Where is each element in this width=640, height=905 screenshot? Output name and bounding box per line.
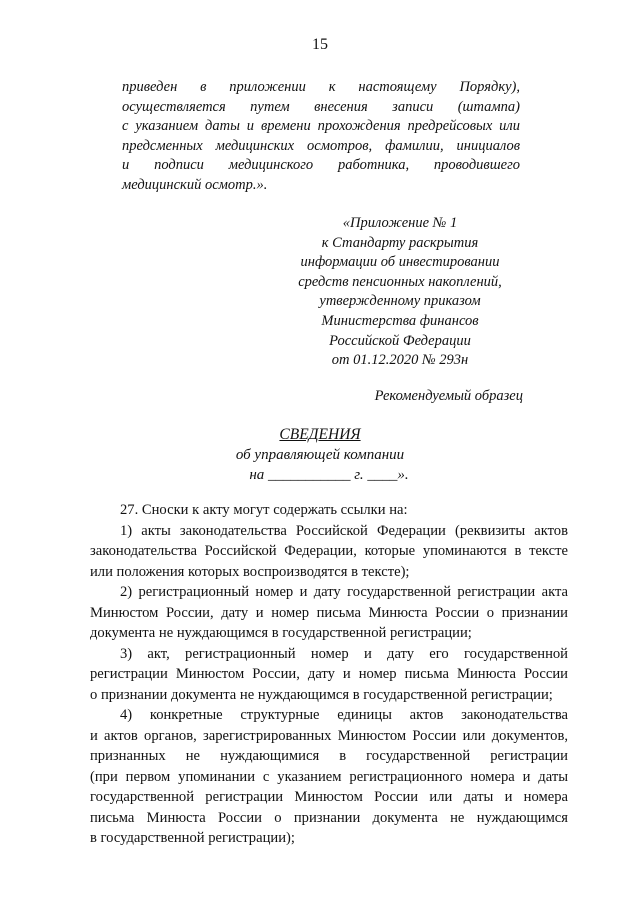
paragraph-line: 4) конкретные структурные единицы актов законодательства <box>120 707 568 723</box>
form-title <box>0 425 640 485</box>
appendix-line: к Стандарту раскрытия <box>321 234 479 251</box>
paragraph-line: документа не нуждающимся в государственной регистрации; <box>90 625 472 641</box>
form-subtitle: об управляющей компании <box>235 447 405 463</box>
appendix-line: от 01.12.2020 № 293н <box>331 352 469 369</box>
item-27-intro: 27. Сноски к акту могут содержать ссылки на: <box>120 502 408 518</box>
paragraph-line: Минюстом России, дату и номер письма Минюста России о признании <box>90 604 568 621</box>
paragraph-line: государственной регистрации Минюстом России или даты и номера <box>90 789 568 805</box>
paragraph-line: или положения которых воспроизводятся в тексте); <box>90 563 410 580</box>
appendix-line: информации об инвестировании <box>300 254 500 271</box>
paragraph-line: и актов органов, зарегистрированных Минюстом России или документов, <box>90 727 568 744</box>
continuation-line: и подписи медицинского работника, проводившего <box>122 157 520 174</box>
continuation-paragraph <box>122 78 520 196</box>
form-heading: СВЕДЕНИЯ <box>279 426 361 443</box>
appendix-line: утвержденному приказом <box>319 293 481 310</box>
item-27-section <box>90 500 568 849</box>
paragraph-line: признанных не нуждающимися в государственной регистрации <box>90 748 568 764</box>
page-number: 15 <box>312 36 328 53</box>
appendix-line: средств пенсионных накоплений, <box>298 273 502 290</box>
paragraph-line: законодательства Российской Федерации, которые упоминаются в тексте <box>90 543 568 559</box>
recommended-sample-label: Рекомендуемый образец <box>374 388 523 404</box>
paragraph-line: о признании документа не нуждающимся в государственной регистрации; <box>90 686 553 703</box>
paragraph-line: 3) акт, регистрационный номер и дату его государственной <box>120 645 568 662</box>
paragraph-line: в государственной регистрации); <box>90 830 295 846</box>
paragraph-line: 1) акты законодательства Российской Федерации (реквизиты актов <box>120 522 568 539</box>
paragraph-line: (при первом упоминании с указанием регистрационного номера и даты <box>90 768 568 785</box>
continuation-line: осуществляется путем внесения записи (штампа) <box>122 98 520 115</box>
continuation-line: с указанием даты и времени прохождения предрейсовых или <box>122 118 520 135</box>
continuation-line: медицинский осмотр.». <box>122 176 268 193</box>
appendix-line: «Приложение № 1 <box>342 215 458 231</box>
appendix-line: Российской Федерации <box>329 332 471 349</box>
paragraph-line: 2) регистрационный номер и дату государственной регистрации акта <box>120 584 568 600</box>
paragraph-line: письма Минюста России о признании документа не нуждающимся <box>90 809 568 826</box>
continuation-line: предсменных медицинских осмотров, фамилии, инициалов <box>122 137 520 154</box>
continuation-line: приведен в приложении к настоящему Порядку), <box>122 79 520 95</box>
form-date-line: на ___________ г. ____». <box>249 467 409 483</box>
paragraph-line: регистрации Минюстом России, дату и номер письма Минюста России <box>90 666 568 682</box>
appendix-header <box>280 214 520 371</box>
appendix-line: Министерства финансов <box>321 312 479 329</box>
